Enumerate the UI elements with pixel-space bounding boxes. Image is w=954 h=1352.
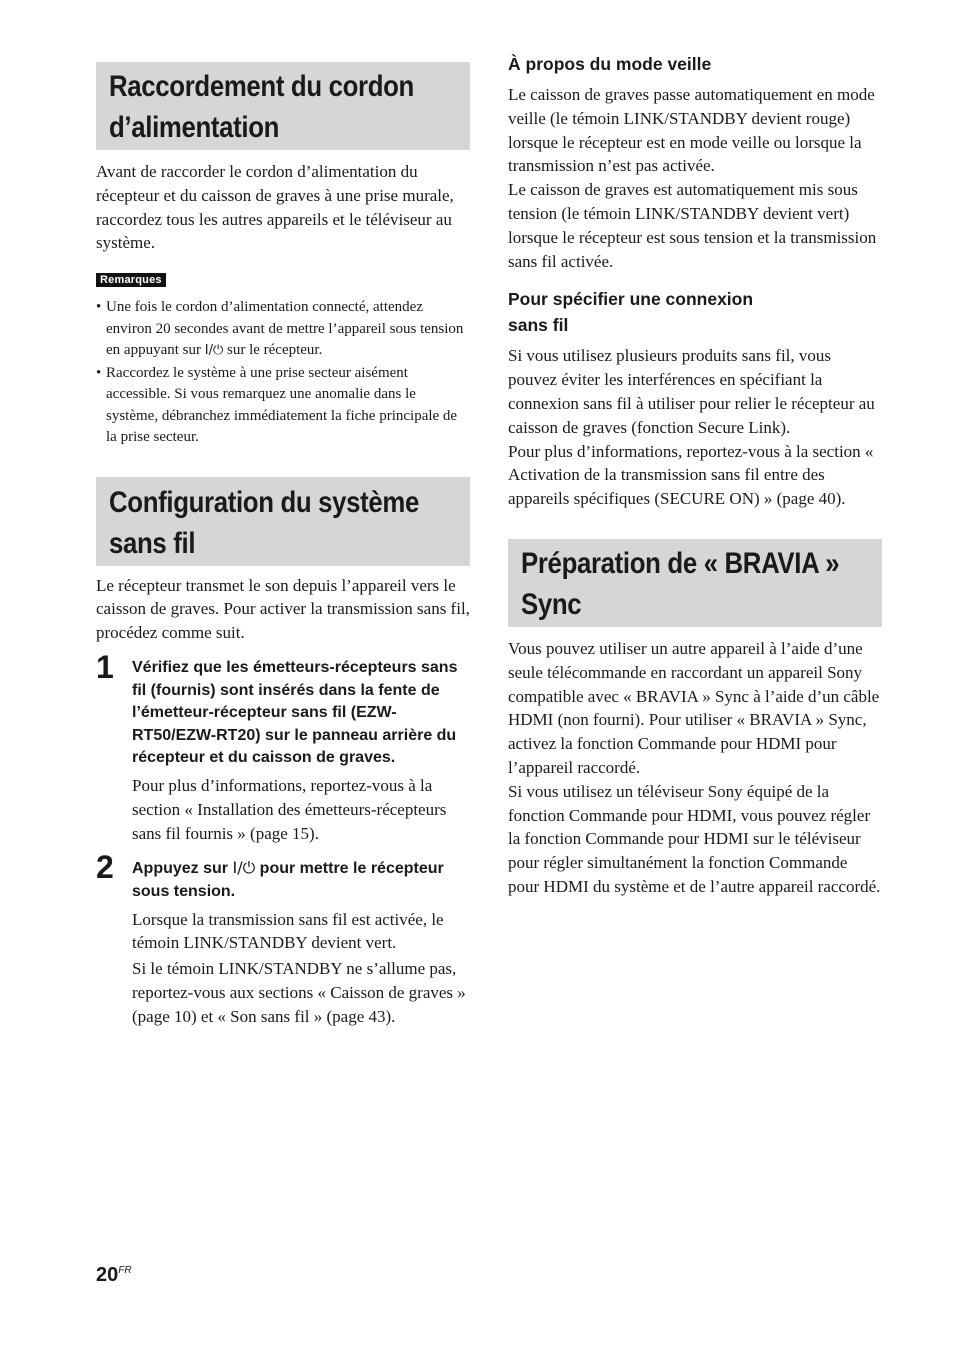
section-title: Configuration du système sans fil [109,485,419,560]
connexion-paragraph: Si vous utilisez plusieurs produits sans fil, vous pouvez éviter les interférences en spécifiant la connexion sans fil à utiliser pour relier le récepteur au caisson de graves (fonction Secure Link). [508,346,875,437]
page-number: $20^{FR}$ [96,1264,132,1286]
power-icon: I/⏻ [232,858,256,878]
bravia-paragraph: Vous pouvez utiliser un autre appareil à l’aide d’une seule télécommande en raccordant un appareil Sony compatible avec « BRAVIA » Sync à l’aide d’un câble HDMI (non fourni). Pour utiliser « BRAVIA » Sync, activez la fonction Commande pour HDMI pour l’appareil raccordé. [508,638,880,777]
note-item: • Une fois le cordon d’alimentation connecté, attendez environ 20 secondes avant de mettre l’appareil sous tension en appuyant sur I/⏻ sur le récepteur. [96,299,464,359]
power-icon: I/⏻ [204,343,224,359]
raccordement-paragraph: Avant de raccorder le cordon d’alimentation du récepteur et du caisson de graves à une prise murale, raccordez tous les autres appareils et le téléviseur au système. [96,162,454,253]
connexion-heading: Pour spécifier une connexion sans fil [508,289,754,336]
remarques-block [96,270,470,449]
step-body: Lorsque la transmission sans fil est activée, le témoin LINK/STANDBY devient vert. [132,909,444,953]
section-title: Préparation de « BRAVIA » Sync [521,546,840,621]
veille-paragraph: Le caisson de graves passe automatiquement en mode veille (le témoin LINK/STANDBY devient rouge) lorsque le récepteur est en mode veille ou lorsque la transmission n’est pas activée. [508,85,875,176]
bravia-paragraph: Si vous utilisez un téléviseur Sony équipé de la fonction Commande pour HDMI, vous pouvez régler la fonction Commande pour HDMI sur le téléviseur pour régler simultanément la fonction Commande pour HDMI du système et de l’autre appareil raccordé. [508,781,881,896]
left-column [96,0,470,1029]
step-title: Appuyez sur I/⏻ pour mettre le récepteur sous tension. [132,858,444,901]
connexion-paragraph: Pour plus d’informations, reportez-vous à la section « Activation de la transmission sans fil entre des appareils spécifiques (SECURE ON) » (page 40). [508,441,874,509]
step-number: 2 [96,849,114,886]
section-title: Raccordement du cordon d’alimentation [109,70,414,144]
remarques-label: Remarques [96,273,166,287]
notes-list [96,297,470,449]
step-2 [96,849,470,1028]
step-body: Pour plus d’informations, reportez-vous à la section « Installation des émetteurs-récepteurs sans fil fournis » (page 15). [132,776,447,843]
veille-heading: À propos du mode veille [508,54,712,74]
configuration-paragraph: Le récepteur transmet le son depuis l’appareil vers le caisson de graves. Pour activer la transmission sans fil, procédez comme suit. [96,575,470,643]
step-1 [96,649,470,845]
note-item: • Raccordez le système à une prise secteur aisément accessible. Si vous remarquez une anomalie dans le système, débranchez immédiatement la fiche principale de la prise secteur. [96,364,458,446]
language-code: FR [118,1265,132,1276]
section-header-bravia [508,539,882,627]
section-header-raccordement [96,62,470,150]
right-column [508,0,882,899]
step-number: 1 [96,649,114,686]
step-title: Vérifiez que les émetteurs-récepteurs sans fil (fournis) sont insérés dans la fente de l’émetteur-récepteur sans fil (EZW-RT50/EZW-RT20) sur le panneau arrière du récepteur et du caisson de graves. [132,659,458,767]
step-body: Si le témoin LINK/STANDBY ne s’allume pas, reportez-vous aux sections « Caisson de graves » (page 10) et « Son sans fil » (page 43). [132,959,466,1026]
veille-paragraph: Le caisson de graves est automatiquement mis sous tension (le témoin LINK/STANDBY devient vert) lorsque le récepteur est sous tension et la transmission sans fil activée. [508,180,877,271]
section-header-configuration [96,477,470,566]
